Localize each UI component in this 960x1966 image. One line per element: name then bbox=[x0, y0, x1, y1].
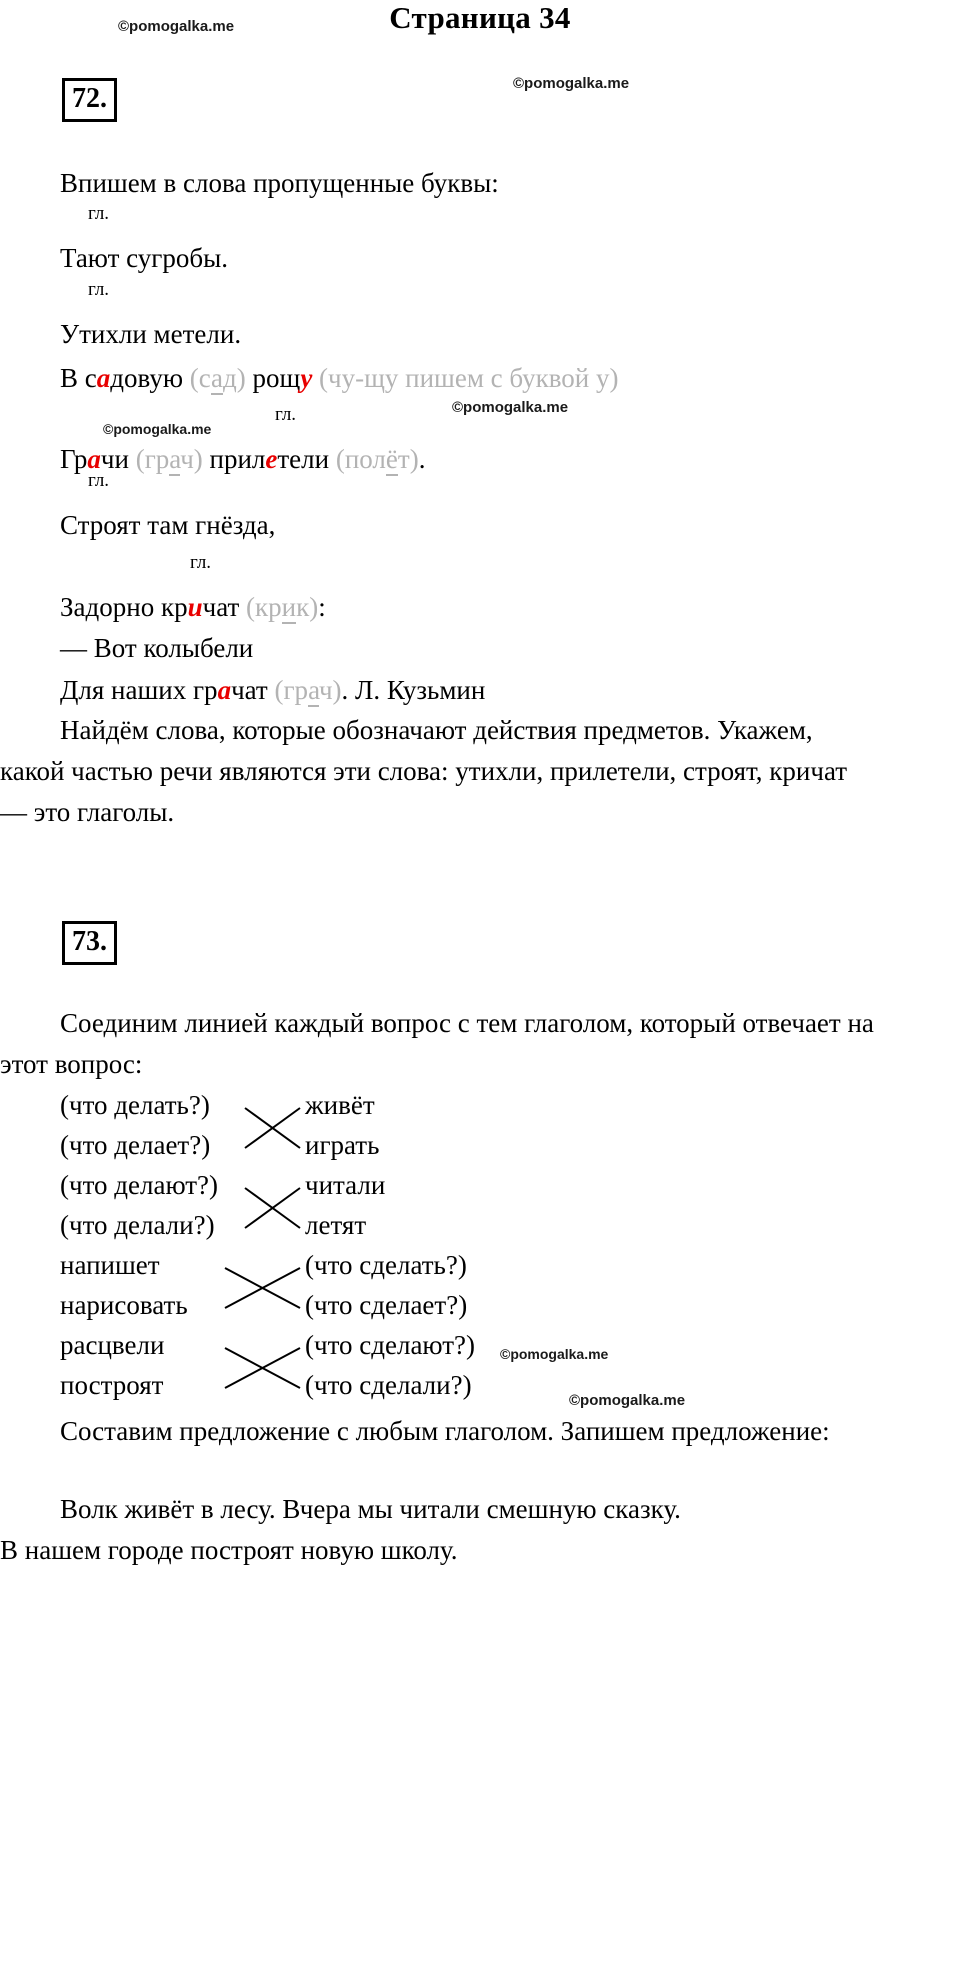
match-left-item[interactable]: построят bbox=[60, 1370, 164, 1400]
poem-text: Гр bbox=[60, 444, 88, 474]
hint-text: д) bbox=[223, 363, 253, 393]
hint-text: ч) bbox=[180, 444, 210, 474]
match-right-item[interactable]: играть bbox=[305, 1130, 380, 1160]
poem-text: Для наших гр bbox=[60, 675, 218, 705]
part-of-speech-mark: гл. bbox=[88, 470, 110, 491]
poem-line bbox=[60, 243, 228, 274]
poem-text: . bbox=[418, 444, 426, 474]
exercise-73-answer-line-2: В нашем городе построят новую школу. bbox=[0, 1535, 458, 1565]
match-left-item[interactable]: расцвели bbox=[60, 1330, 165, 1360]
exercise-73-answer-line-1: Волк живёт в лесу. Вчера мы читали смешную сказку. bbox=[60, 1494, 681, 1524]
exercise-73-intro: Соединим линией каждый вопрос с тем глаголом, который отвечает на этот вопрос: bbox=[0, 1008, 874, 1079]
match-left-item[interactable]: (что делать?) bbox=[60, 1090, 210, 1120]
hint-stressed-letter: а bbox=[211, 363, 224, 393]
exercise-number-72: 72. bbox=[62, 78, 117, 122]
poem-text: . Л. Кузьмин bbox=[341, 675, 486, 705]
poem-text: Строят там гнёзда, bbox=[60, 510, 276, 540]
poem-text: : bbox=[318, 592, 326, 622]
match-left-item[interactable]: (что делали?) bbox=[60, 1210, 215, 1240]
exercise-number-73: 73. bbox=[62, 921, 117, 965]
inserted-letter: а bbox=[217, 675, 232, 705]
watermark: ©pomogalka.me bbox=[452, 399, 569, 416]
part-of-speech-mark: гл. bbox=[88, 279, 110, 300]
poem-text: — Вот колыбели bbox=[60, 633, 254, 663]
match-left-item[interactable]: (что делает?) bbox=[60, 1130, 211, 1160]
inserted-letter: а bbox=[96, 363, 111, 393]
poem-text: прил bbox=[209, 444, 266, 474]
hint-text: т) bbox=[397, 444, 419, 474]
poem-text: рощ bbox=[252, 363, 301, 393]
match-right-item[interactable]: (что сделает?) bbox=[305, 1290, 468, 1320]
hint-stressed-letter: а bbox=[308, 675, 319, 705]
poem-line bbox=[60, 633, 253, 664]
inserted-letter: у bbox=[300, 363, 313, 393]
hint-stressed-letter: ё bbox=[385, 444, 398, 474]
match-left-item[interactable]: (что делают?) bbox=[60, 1170, 219, 1200]
poem-text: тели bbox=[277, 444, 336, 474]
inserted-letter: а bbox=[87, 444, 101, 474]
poem-text: Утихли метели. bbox=[60, 319, 242, 349]
poem-line bbox=[60, 510, 275, 541]
match-right-item[interactable]: (что сделали?) bbox=[305, 1370, 472, 1400]
poem-text: В с bbox=[60, 363, 97, 393]
hint-text: (пол bbox=[335, 444, 386, 474]
match-right-item[interactable]: читали bbox=[305, 1170, 386, 1200]
match-left-item[interactable]: напишет bbox=[60, 1250, 160, 1280]
watermark: ©pomogalka.me bbox=[500, 1346, 609, 1362]
poem-text: чи bbox=[100, 444, 136, 474]
exercise-73-conclusion: Составим предложение с любым глаголом. Запишем предложение: bbox=[60, 1416, 830, 1446]
part-of-speech-mark: гл. bbox=[190, 552, 212, 573]
hint-text: ч) bbox=[318, 675, 342, 705]
watermark: ©pomogalka.me bbox=[118, 18, 235, 35]
poem-text: Тают сугробы. bbox=[60, 243, 228, 273]
match-right-item[interactable]: живёт bbox=[305, 1090, 375, 1120]
poem-text: довую bbox=[110, 363, 190, 393]
matching-group-imperfective[interactable] bbox=[0, 1090, 960, 1250]
match-right-item[interactable]: (что сделают?) bbox=[305, 1330, 476, 1360]
hint-stressed-letter: и bbox=[281, 592, 297, 622]
part-of-speech-mark: гл. bbox=[88, 203, 110, 224]
hint-text: (чу-щу пишем с буквой у) bbox=[312, 363, 619, 393]
watermark: ©pomogalka.me bbox=[513, 75, 630, 92]
hint-stressed-letter: а bbox=[169, 444, 181, 474]
inserted-letter: е bbox=[265, 444, 278, 474]
poem-line bbox=[60, 592, 326, 623]
exercise-72-intro: Впишем в слова пропущенные буквы: bbox=[60, 168, 499, 198]
hint-text: к) bbox=[296, 592, 319, 622]
hint-text: (гр bbox=[274, 675, 309, 705]
watermark: ©pomogalka.me bbox=[569, 1392, 686, 1409]
match-left-item[interactable]: нарисовать bbox=[60, 1290, 188, 1320]
part-of-speech-mark: гл. bbox=[275, 404, 297, 425]
inserted-letter: и bbox=[187, 592, 203, 622]
watermark: ©pomogalka.me bbox=[103, 421, 212, 437]
hint-text: (кр bbox=[246, 592, 282, 622]
match-right-item[interactable]: (что сделать?) bbox=[305, 1250, 467, 1280]
page-title: Страница 34 bbox=[389, 0, 571, 35]
poem-text: чат bbox=[202, 592, 247, 622]
poem-line bbox=[60, 363, 618, 394]
poem-text: Задорно кр bbox=[60, 592, 188, 622]
poem-line bbox=[60, 319, 241, 350]
matching-group-perfective[interactable] bbox=[0, 1250, 960, 1410]
poem-text: чат bbox=[231, 675, 275, 705]
poem-line bbox=[60, 675, 485, 706]
hint-text: (с bbox=[189, 363, 212, 393]
exercise-72-conclusion: Найдём слова, которые обозначают действия предметов. Укажем, какой частью речи являются эти слова: утихли, прилетели, строят, кричат — это глаголы. bbox=[0, 715, 848, 827]
poem-line bbox=[60, 444, 425, 475]
hint-text: (гр bbox=[135, 444, 170, 474]
match-right-item[interactable]: летят bbox=[305, 1210, 367, 1240]
